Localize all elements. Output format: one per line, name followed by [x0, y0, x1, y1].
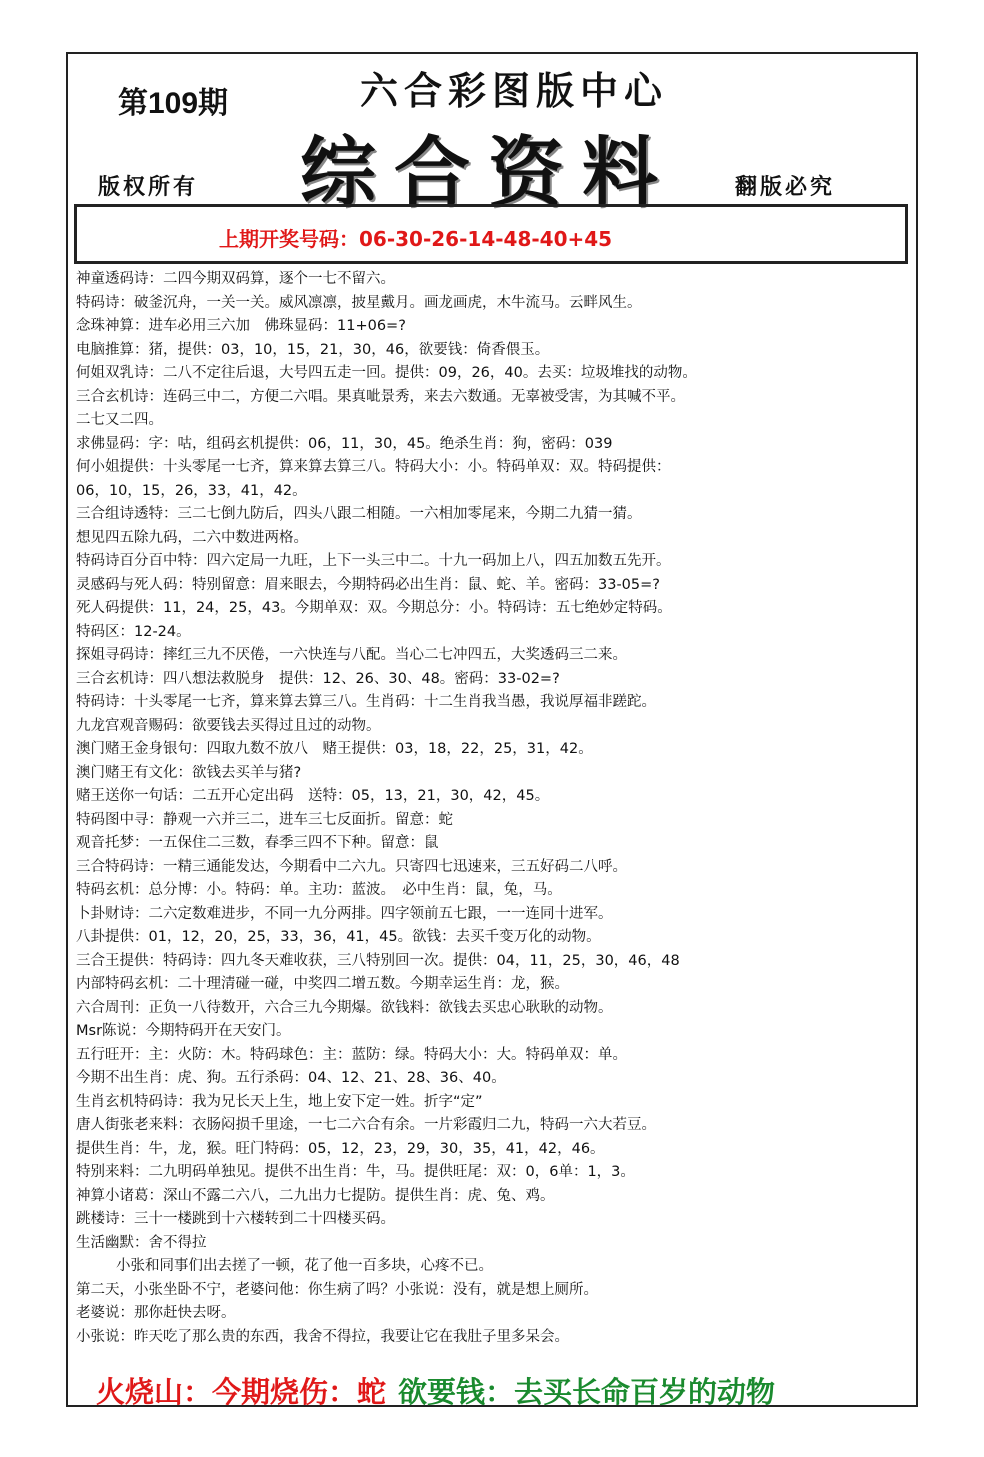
text-line: 老婆说：那你赶快去呀。 — [76, 1305, 236, 1321]
text-line: 06，10，15，26，33，41，42。 — [76, 482, 307, 499]
last-result-text: 上期开奖号码：06-30-26-14-48-40+45 — [219, 227, 613, 251]
text-line: 三合玄机诗：连码三中二，方便二六唱。果真呲景秀，来去六数通。无辜被受害，为其喊不平。 — [76, 388, 685, 405]
text-line: 神童透码诗：二四今期双码算，逐个一七不留六。 — [76, 271, 395, 287]
text-line: 六合周刊：正负一八待数开，六合三九今期爆。欲钱料：欲钱去买忠心耿耿的动物。 — [76, 999, 613, 1016]
text-line: 赌王送你一句话：二五开心定出码 送特：05，13，21，30，42，45。 — [76, 788, 550, 804]
text-line: 特码诗百分百中特：四六定局一九旺，上下一头三中二。十九一码加上八，四五加数五先开。 — [76, 553, 671, 569]
main-title: 综合资料 — [300, 128, 676, 217]
text-line: Msr陈说：今期特码开在天安门。 — [76, 1023, 291, 1039]
text-line: 小张和同事们出去搓了一顿，花了他一百多块，心疼不已。 — [116, 1258, 493, 1274]
last-result-box — [74, 204, 908, 264]
text-line: 死人码提供：11，24，25，43。今期单双：双。今期总分：小。特码诗：五七绝妙定特码。 — [76, 600, 672, 616]
text-line: 探姐寻码诗：摔红三九不厌倦，一六快连与八配。当心二七冲四五，大奖透码三二来。 — [76, 647, 627, 663]
text-line: 五行旺开：主：火防：木。特码球色：主：蓝防：绿。特码大小：大。特码单双：单。 — [76, 1046, 627, 1063]
text-line: 小张说：昨天吃了那么贵的东西，我舍不得拉，我要让它在我肚子里多呆会。 — [76, 1328, 569, 1345]
text-line: 特别来料：二九明码单独见。提供不出生肖：牛，马。提供旺尾：双：0，6单：1，3。 — [76, 1164, 635, 1180]
center-title: 六合彩图版中心 — [360, 68, 669, 113]
text-line: 生肖玄机特码诗：我为兄长天上生，地上安下定一姓。折字“定” — [76, 1093, 483, 1110]
text-line: 三合王提供：特码诗：四九冬天难收获，三八特别回一次。提供：04，11，25，30，46，48 — [76, 952, 680, 969]
text-line: 二七又二四。 — [76, 412, 163, 428]
text-line: 唐人街张老来料：衣肠闷损千里途，一七二六合有余。一片彩霞归二九，特码一六大若豆。 — [76, 1117, 656, 1133]
text-line: 特码区：12-24。 — [76, 623, 191, 640]
text-line: 求佛显码：字：咕，组码玄机提供：06，11，30，45。绝杀生肖：狗，密码：039 — [76, 435, 613, 452]
footer-slogan — [96, 1370, 775, 1411]
text-line: 澳门赌王金身银句：四取九数不放八 赌王提供：03，18，22，25，31，42。 — [76, 741, 593, 757]
text-line: 特码诗：破釜沉舟，一关一关。威风凛凛，披星戴月。画龙画虎，木牛流马。云畔风生。 — [76, 294, 642, 311]
text-line: 特码诗：十头零尾一七齐，算来算去算三八。生肖码：十二生肖我当愚，我说厚福非蹉跎。 — [76, 694, 656, 710]
text-line: 跳楼诗：三十一楼跳到十六楼转到二十四楼买码。 — [76, 1211, 395, 1227]
text-line: 今期不出生肖：虎、狗。五行杀码：04、12、21、28、36、40。 — [76, 1070, 506, 1086]
text-line: 八卦提供：01，12，20，25，33，36，41，45。欲钱：去买千变万化的动物。 — [76, 929, 601, 945]
text-line: 特码图中寻：静观一六并三二，进车三七反面折。留意：蛇 — [76, 811, 453, 828]
piracy-tag: 翻版必究 — [735, 174, 836, 200]
text-line: 内部特码玄机：二十理清碰一碰，中奖四二增五数。今期幸运生肖：龙，猴。 — [76, 976, 569, 992]
text-line: 想见四五除九码，二六中数进两格。 — [76, 529, 308, 546]
text-line: 神算小诸葛：深山不露二六八，二九出力七提防。提供生肖：虎、兔、鸡。 — [76, 1187, 555, 1204]
text-line: 念珠神算：进车必用三六加 佛珠显码：11+06=? — [76, 318, 406, 334]
text-line: 何小姐提供：十头零尾一七齐，算来算去算三八。特码大小：小。特码单双：双。特码提供： — [76, 459, 671, 475]
text-line: 生活幽默：舍不得拉 — [76, 1234, 207, 1251]
text-line: 卜卦财诗：二六定数难进步，不同一九分两排。四字领前五七跟，一一连同十进军。 — [76, 905, 613, 922]
text-line: 第二天，小张坐卧不宁，老婆问他：你生病了吗？小张说：没有，就是想上厕所。 — [76, 1281, 598, 1298]
text-line: 电脑推算：猪，提供：03，10，15，21，30，46，欲要钱：倚香偎玉。 — [76, 341, 550, 358]
text-line: 灵感码与死人码：特别留意：眉来眼去，今期特码必出生肖：鼠、蛇、羊。密码：33-05=? — [76, 576, 660, 593]
footer-green-text: 欲要钱：去买长命百岁的动物 — [398, 1375, 776, 1409]
text-line: 三合玄机诗：四八想法救脱身 提供：12、26、30、48。密码：33-02=? — [76, 670, 560, 687]
text-line: 三合特码诗：一精三通能发达，今期看中二六九。只寄四七迅速来，三五好码二八呼。 — [76, 858, 627, 875]
copyright-tag: 版权所有 — [98, 174, 199, 200]
text-line: 九龙宫观音赐码：欲要钱去买得过且过的动物。 — [76, 717, 381, 734]
content-lines — [76, 268, 912, 1349]
text-line: 观音托梦：一五保住二三数，春季三四不下种。留意：鼠 — [76, 835, 439, 851]
footer-red-text: 火烧山：今期烧伤：蛇 — [96, 1375, 387, 1409]
text-line: 何姐双乳诗：二八不定往后退，大号四五走一回。提供：09，26，40。去买：垃圾堆找的动物。 — [76, 365, 697, 381]
text-line: 特码玄机：总分博：小。特码：单。主功：蓝波。 必中生肖：鼠，兔，马。 — [76, 882, 562, 898]
issue-number: 第109期 — [118, 87, 229, 120]
text-line: 提供生肖：牛，龙，猴。旺门特码：05，12，23，29，30，35，41，42，46。 — [76, 1140, 605, 1157]
text-line: 三合组诗透特：三二七倒九防后，四头八跟二相随。一六相加零尾来，今期二九猜一猜。 — [76, 506, 642, 522]
text-line: 澳门赌王有文化：欲钱去买羊与猪? — [76, 764, 302, 781]
